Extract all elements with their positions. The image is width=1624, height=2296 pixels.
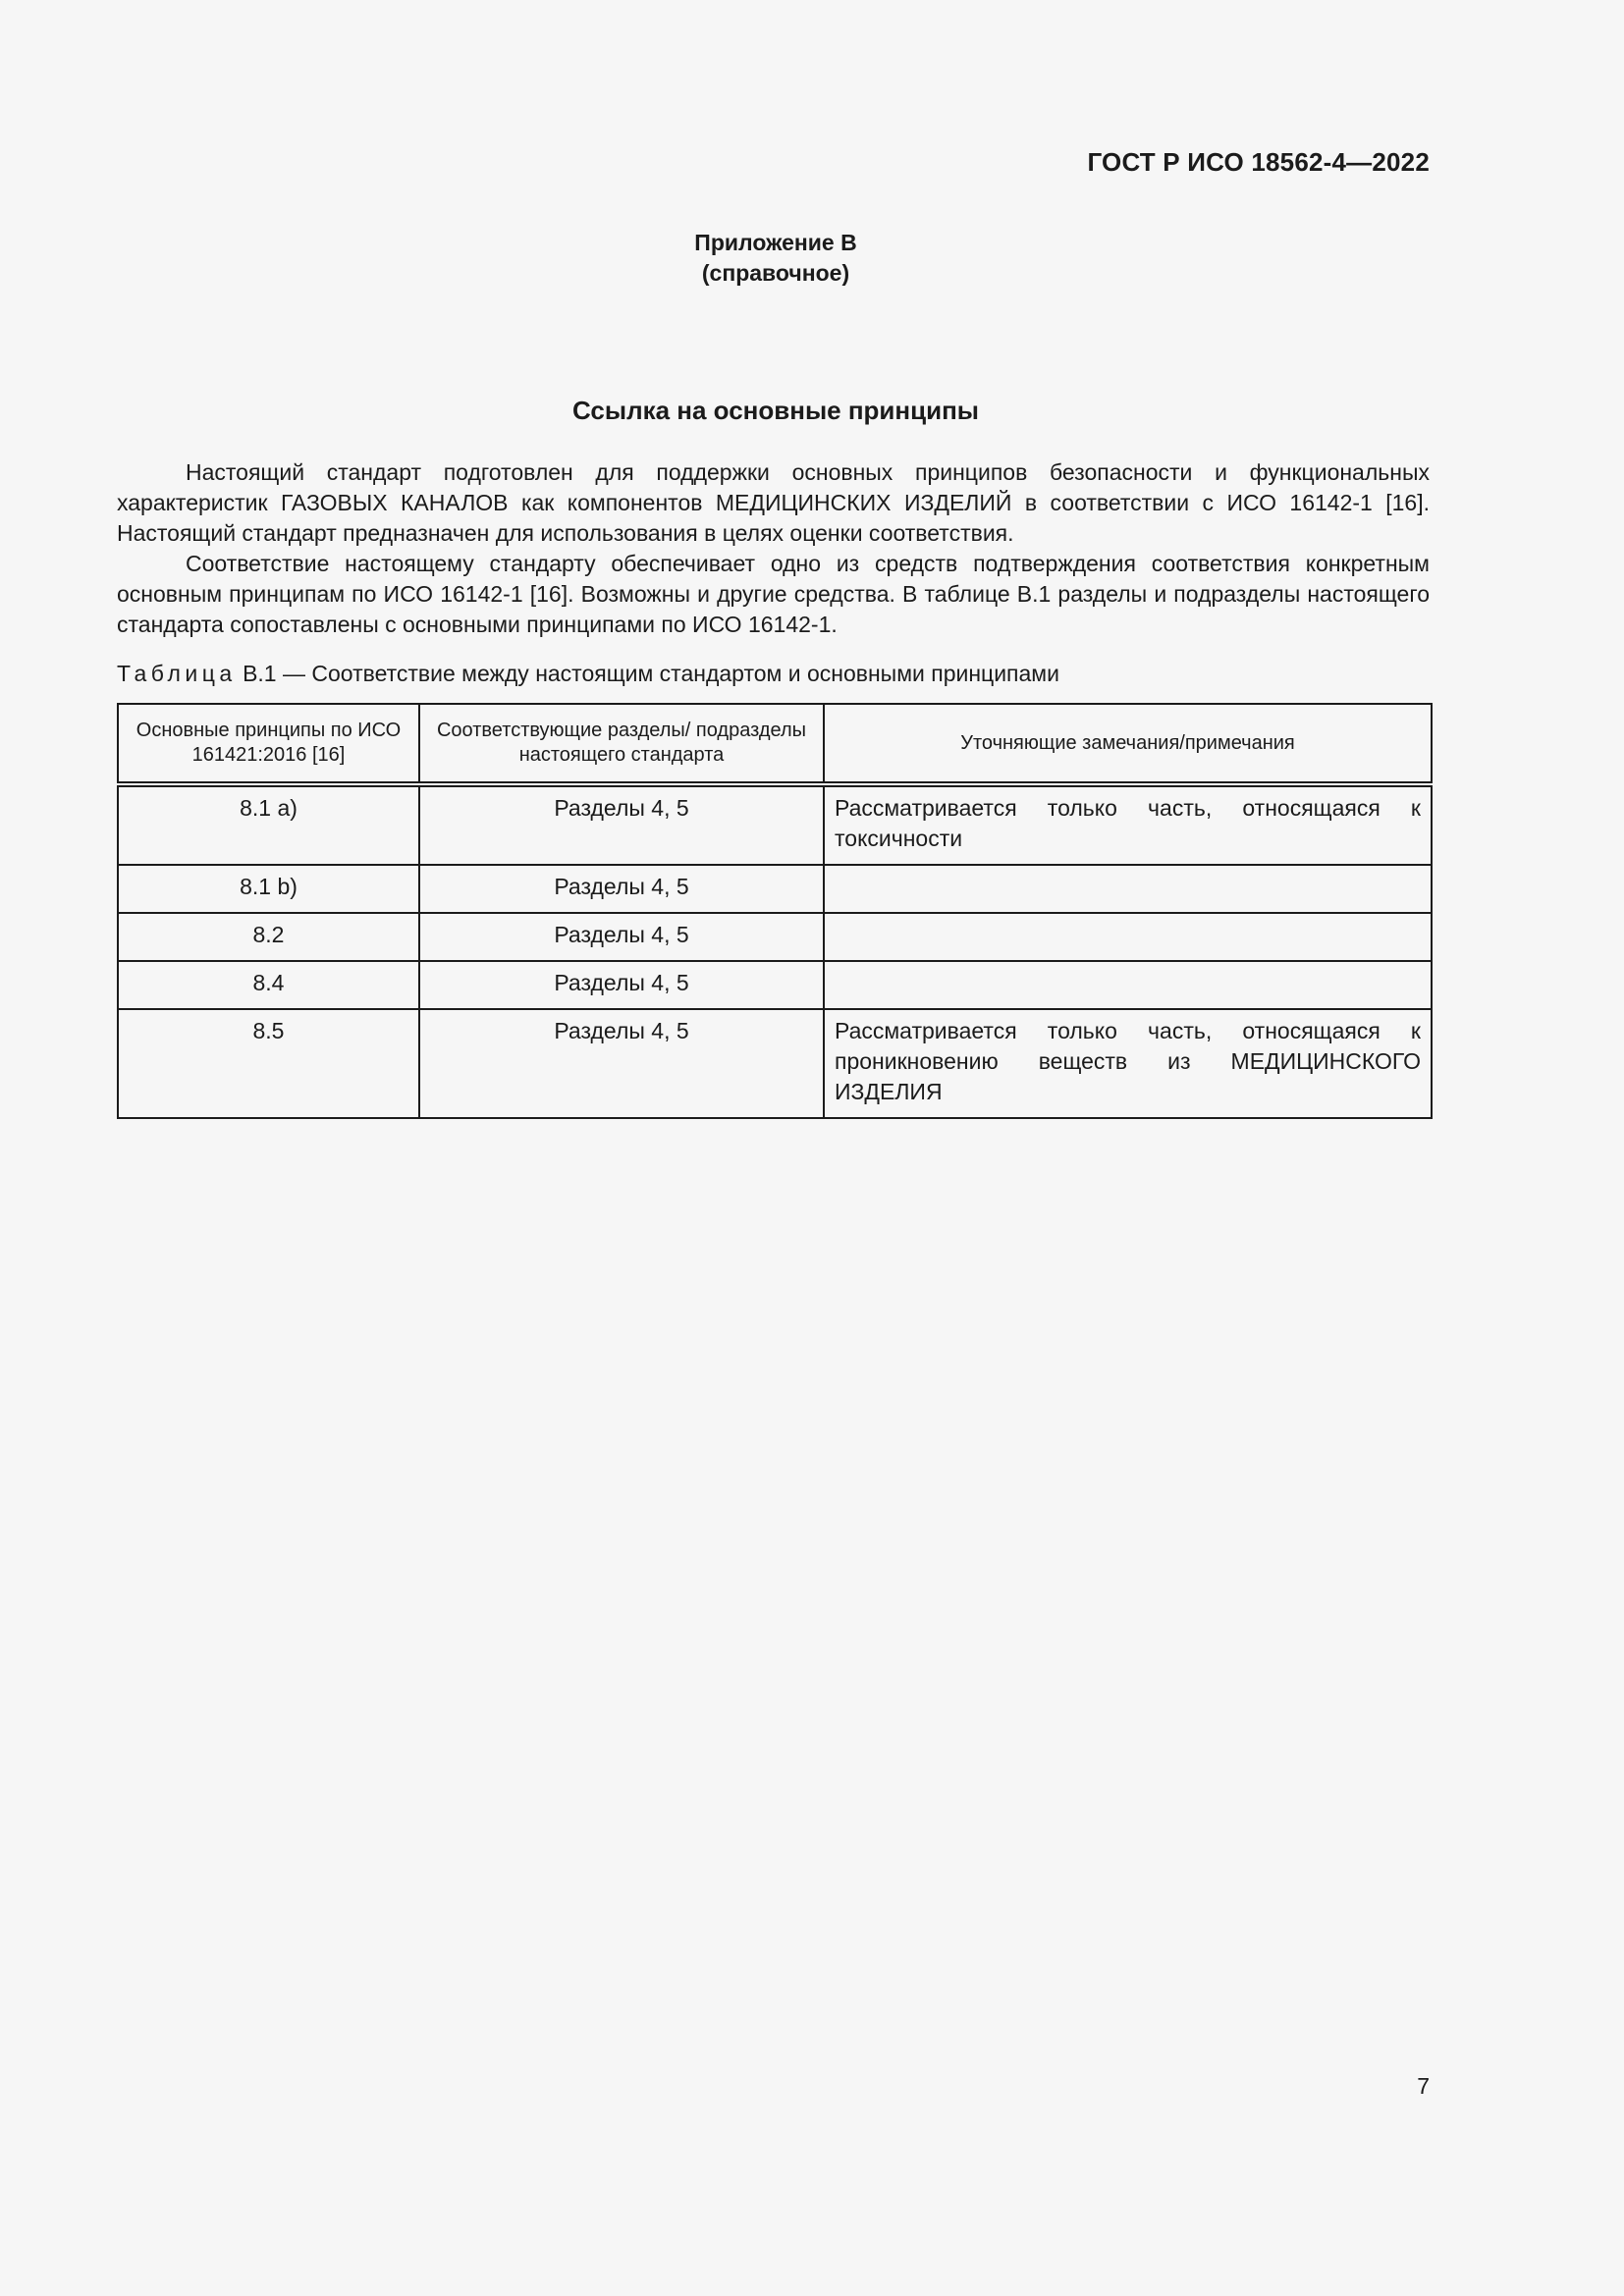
sections-cell: Разделы 4, 5 [419,1009,824,1118]
principle-cell: 8.2 [118,913,419,961]
principle-cell: 8.5 [118,1009,419,1118]
table-caption [117,661,1059,687]
table-header-row [118,704,1432,784]
page-number: 7 [1417,2073,1430,2099]
column-header-principles: Основные принципы по ИСО 161421:2016 [16] [118,704,419,784]
table-row [118,865,1432,913]
sections-cell: Разделы 4, 5 [419,961,824,1009]
body-text [117,457,1430,640]
table-caption-text: В.1 — Соответствие между настоящим стандартом и основными принципами [243,661,1059,686]
sections-cell: Разделы 4, 5 [419,784,824,865]
appendix-title: Приложение В [694,230,857,255]
column-header-notes: Уточняющие замечания/примечания [824,704,1432,784]
table-row [118,961,1432,1009]
table-caption-label: Таблица [117,661,237,686]
notes-cell [824,961,1432,1009]
principle-cell: 8.1 b) [118,865,419,913]
paragraph: Настоящий стандарт подготовлен для поддержки основных принципов безопасности и функциональных характеристик ГАЗОВЫХ КАНАЛОВ как компонентов МЕДИЦИНСКИХ ИЗДЕЛИЙ в соответствии с ИСО 16142-1 [16]. Настоящий стандарт предназначен для использования в целях оценки соответствия. [117,459,1430,546]
sections-cell: Разделы 4, 5 [419,865,824,913]
notes-cell [824,865,1432,913]
appendix-heading [0,228,1551,289]
appendix-subtitle: (справочное) [701,260,850,286]
document-code: ГОСТ Р ИСО 18562-4—2022 [1087,147,1430,177]
correspondence-table [117,703,1433,1119]
notes-cell: Рассматривается только часть, относящаяся к проникновению веществ из МЕДИЦИНСКОГО ИЗДЕЛИЯ [824,1009,1432,1118]
notes-cell [824,913,1432,961]
table-row [118,913,1432,961]
sections-cell: Разделы 4, 5 [419,913,824,961]
column-header-sections: Соответствующие разделы/ подразделы настоящего стандарта [419,704,824,784]
principle-cell: 8.4 [118,961,419,1009]
table-row [118,784,1432,865]
principle-cell: 8.1 a) [118,784,419,865]
table-row [118,1009,1432,1118]
section-title: Ссылка на основные принципы [571,396,979,425]
paragraph: Соответствие настоящему стандарту обеспечивает одно из средств подтверждения соответствия конкретным основным принципам по ИСО 16142-1 [16]. Возможны и другие средства. В таблице В.1 разделы и подразделы настоящего стандарта сопоставлены с основными принципами по ИСО 16142-1. [117,551,1430,637]
notes-cell: Рассматривается только часть, относящаяся к токсичности [824,784,1432,865]
